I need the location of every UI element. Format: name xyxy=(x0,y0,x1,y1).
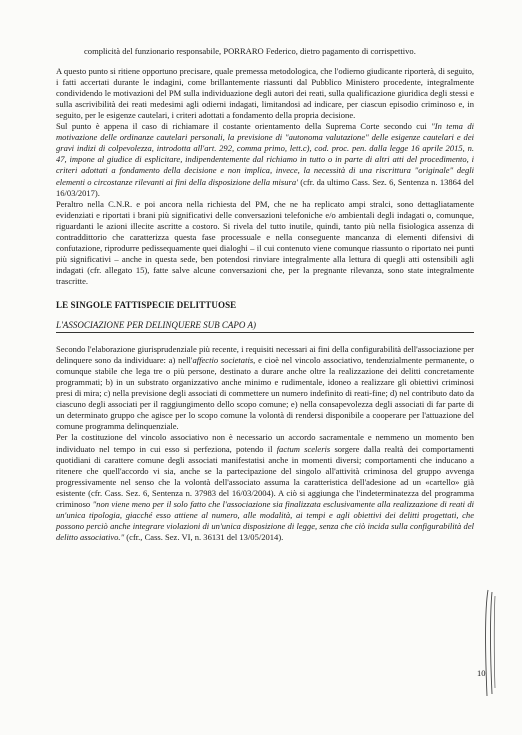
subsection-heading: L'ASSOCIAZIONE PER DELINQUERE SUB CAPO A) xyxy=(56,320,474,333)
page-number: 10 xyxy=(477,668,486,678)
section-heading: LE SINGOLE FATTISPECIE DELITTUOSE xyxy=(56,299,237,310)
supreme-court-citation: (cfr. da ultimo Cass. Sez. 6, Sentenza n. 13864 del 16/03/2017). xyxy=(56,176,474,198)
paragraph-supreme-court xyxy=(56,121,474,198)
requirements-text-2: , e cioè nel vincolo associativo, tendenzialmente permanente, o comunque stabile che lega tre o più persone, destinato a durare anche oltre la realizzazione dei delitti concretamente programmati; b) in un substrato organizzativo anche minimo e rudimentale, idoneo a realizzare gli obiettivi criminosi presi di mira; c) nella previsione degli associati di commettere un numero indefinito di reati-fine; d) nel contributo dato da ciascuno degli associati per il raggiungimento dello scopo comune; e) nella consapevolezza degli associati di far parte di un determinato gruppo che agisce per lo scopo comune la volontà di rendersi disponibile a cooperare per l'attuazione del comune programma delinquenziale. xyxy=(56,355,475,432)
supreme-court-quote: "In tema di motivazione delle ordinanze cautelari personali, la previsione di "autonoma valutazione" delle esigenze cautelari e dei gravi indizi di colpevolezza, introdotta all'art. 292, comma primo, lett.c), cod. proc. pen. dalla legge 16 aprile 2015, n. 47, impone al giudice di esplicitare, indipendentemente dal richiamo in tutto o in parte di altri atti del procedimento, i criteri adottati a fondamento della decisione e non implica, invece, la necessità di una riscrittura "originale" degli elementi o circostanze rilevanti ai fini della disposizione della misura' xyxy=(56,121,474,187)
supreme-court-intro: Sul punto è appena il caso di richiamare il costante orientamento della Suprema Corte secondo cui xyxy=(56,121,432,132)
bond-text-2: sorgere dalla realtà dei comportamenti quotidiani di carattere comune degli associati manifestatisi anche in momenti diversi; comportamenti che inducano a ritenere che quell'accordo vi sia, anche se la partecipazione del singolo all'attività criminosa del gruppo avvenga progressivamente nel senso che la volontà dell'associato assuma la caratteristica dell'adesione ad un «cartello» già esistente (cfr. Cass. Sez. 6, Sentenza n. 37983 del 16/03/2004). A ciò si aggiunga che l'indeterminatezza del programma criminoso xyxy=(56,443,475,509)
requirements-text-1: Secondo l'elaborazione giurisprudenziale più recente, i requisiti necessari ai fini della configurabilità dell'associazione per delinquere sono da individuare: a) nell' xyxy=(56,344,474,366)
paragraph-methodology: A questo punto si ritiene opportuno precisare, quale premessa metodologica, che l'odierno giudicante riporterà, di seguito, i fatti accertati durante le indagini, come brillantemente riassunti dal Pubblico Ministero procedente, integralmente condividendo le motivazioni del PM sulla individuazione degli autori dei reati, sulla qualificazione giuridica degli stessi e sulla ascrivibilità dei reati medesimi agli odierni indagati, limitandosi ad indicare, per ciascun episodio criminoso e, in seguito, per le esigenze cautelari, i criteri adottati a fondamento della propria decisione. xyxy=(56,66,474,121)
paragraph-requirements xyxy=(56,344,474,432)
margin-annotation-mark xyxy=(482,588,500,698)
paragraph-cnr: Peraltro nella C.N.R. e poi ancora nella richiesta del PM, che ne ha replicato ampi stralci, sono dettagliatamente evidenziati e riportati i brani più significativi delle conversazioni telefoniche e/o ambientali degli indagati o, comunque, riguardanti le azioni illecite ascritte a costoro. Si rivela del tutto inutile, quindi, tanto più nella fisiologica assenza di contraddittorio che caratterizza questa fase processuale e nella conseguente mancanza di elementi difensivi di confutazione, riprodurre pedissequamente quei dialoghi – il cui contenuto viene comunque riassunto o riportato nei punti più significativi – anche in questa sede, ben potendosi rinviare integralmente alla lettura di quegli atti ostensibili agli indagati (cfr. allegato 15), fatte salve alcune conversazioni che, per la pregnante rilevanza, sono state integralmente trascritte. xyxy=(56,198,474,286)
bond-text-1: Per la costituzione del vincolo associativo non è necessario un accordo sacramentale e nemmeno un momento ben individuato nel tempo in cui esso si perfeziona, potendo il xyxy=(56,432,474,454)
paragraph-associative-bond xyxy=(56,432,474,542)
affectio-societatis-term: affectio societatis xyxy=(192,355,254,366)
page-content xyxy=(56,46,474,543)
continued-text: complicità del funzionario responsabile, PORRARO Federico, dietro pagamento di corrispettivo. xyxy=(84,46,416,56)
bond-citation: (cfr., Cass. Sez. VI, n. 36131 del 13/05/2014). xyxy=(124,531,284,542)
factum-sceleris-term: factum sceleris xyxy=(276,443,331,454)
bond-quote: "non viene meno per il solo fatto che l'associazione sia finalizzata esclusivamente alla realizzazione di reati di un'unica tipologia, giacché esso attiene al numero, alle modalità, ai tempi e agli obiettivi dei delitti progettati, che possono perciò anche integrare violazioni di un'unica disposizione di legge, senza che ciò incida sulla configurabilità del delitto associativo." xyxy=(56,498,475,542)
